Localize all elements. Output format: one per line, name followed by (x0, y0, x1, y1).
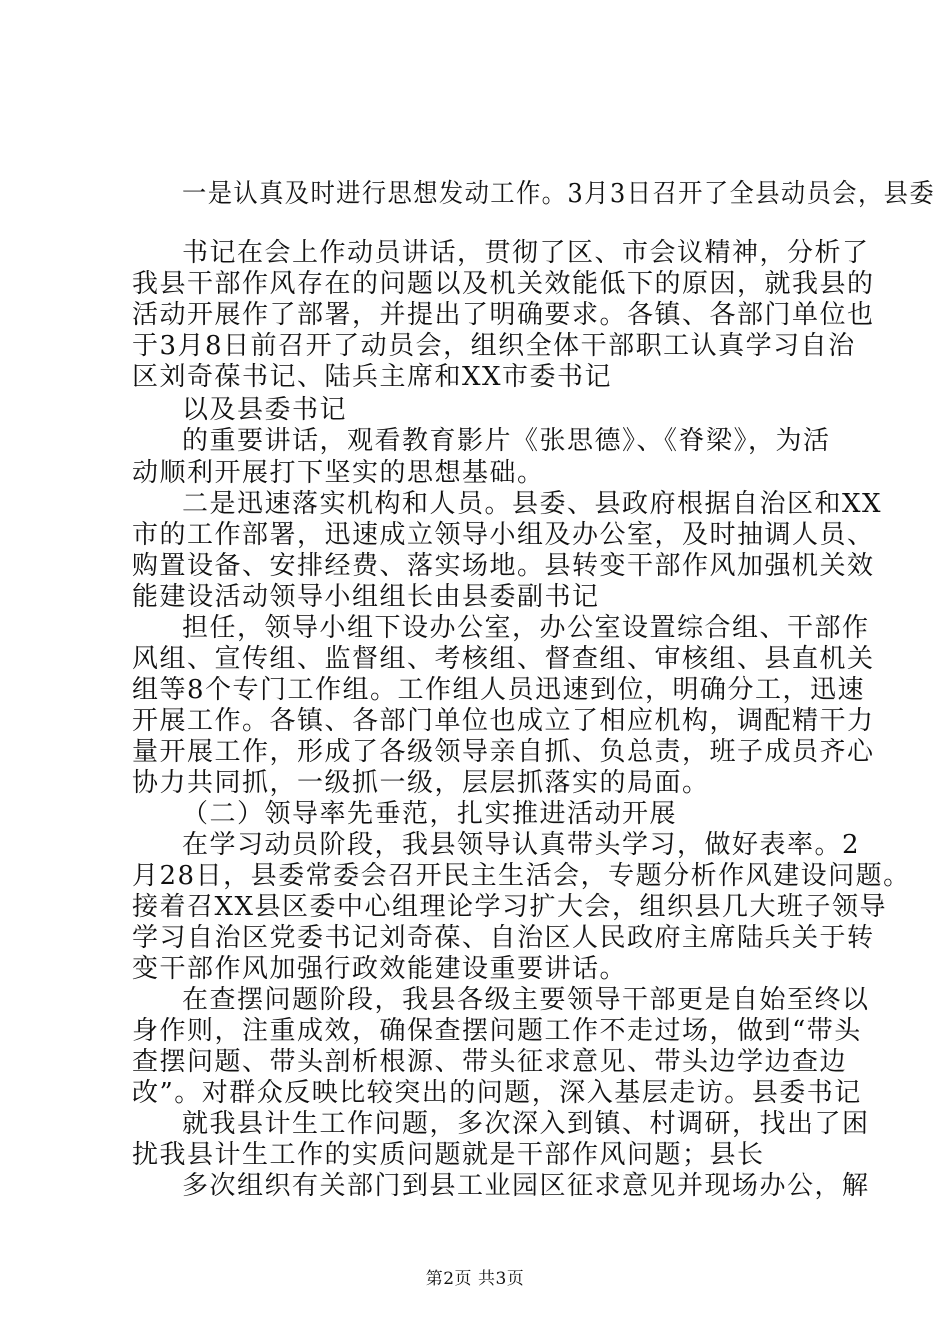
paragraph-line: 我县干部作风存在的问题以及机关效能低下的原因，就我县的 (132, 269, 875, 299)
paragraph-line: 开展工作。各镇、各部门单位也成立了相应机构，调配精干力 (132, 706, 875, 736)
paragraph-line: 以及县委书记 (182, 395, 348, 425)
paragraph-line: 学习自治区党委书记刘奇葆、自治区人民政府主席陆兵关于转 (132, 923, 875, 953)
paragraph-line: 动顺利开展打下坚实的思想基础。 (132, 458, 545, 488)
paragraph-line: 扰我县计生工作的实质问题就是干部作风问题；县长 (132, 1140, 765, 1170)
paragraph-line: 市的工作部署，迅速成立领导小组及办公室，及时抽调人员、 (132, 520, 875, 550)
paragraph-line: 接着召XX县区委中心组理论学习扩大会，组织县几大班子领导 (132, 892, 888, 922)
page-number-footer: 第2页 共3页 (425, 1269, 525, 1289)
paragraph-line: 多次组织有关部门到县工业园区征求意见并现场办公，解 (182, 1171, 870, 1201)
section-heading: （二）领导率先垂范，扎实推进活动开展 (182, 799, 678, 829)
paragraph-line: 风组、宣传组、监督组、考核组、督查组、审核组、县直机关 (132, 644, 875, 674)
paragraph-line: 的重要讲话，观看教育影片《张思德》、《脊梁》，为活 (182, 426, 831, 456)
paragraph-line: 二是迅速落实机构和人员。县委、县政府根据自治区和XX (182, 489, 883, 519)
paragraph-line: 活动开展作了部署，并提出了明确要求。各镇、各部门单位也 (132, 300, 875, 330)
paragraph-line: 改”。对群众反映比较突出的问题，深入基层走访。县委书记 (132, 1078, 862, 1108)
paragraph-line: 区刘奇葆书记、陆兵主席和XX市委书记 (132, 362, 613, 392)
paragraph-line: 变干部作风加强行政效能建设重要讲话。 (132, 954, 628, 984)
paragraph-line: 组等8个专门工作组。工作组人员迅速到位，明确分工，迅速 (132, 675, 866, 705)
paragraph-line: 在查摆问题阶段，我县各级主要领导干部更是自始至终以 (182, 985, 870, 1015)
paragraph-line: 在学习动员阶段，我县领导认真带头学习，做好表率。2 (182, 830, 861, 860)
paragraph-line: 量开展工作，形成了各级领导亲自抓、负总责，班子成员齐心 (132, 737, 875, 767)
paragraph-line: 担任，领导小组下设办公室，办公室设置综合组、干部作 (182, 613, 870, 643)
paragraph-line: 月28日，县委常委会召开民主生活会，专题分析作风建设问题。 (132, 861, 911, 891)
paragraph-line: 身作则，注重成效，确保查摆问题工作不走过场，做到“带头 (132, 1016, 862, 1046)
paragraph-line: 就我县计生工作问题，多次深入到镇、村调研，找出了困 (182, 1109, 870, 1139)
paragraph-line: 查摆问题、带头剖析根源、带头征求意见、带头边学边查边 (132, 1047, 848, 1077)
paragraph-line: 书记在会上作动员讲话，贯彻了区、市会议精神，分析了 (182, 238, 870, 268)
paragraph-line: 一是认真及时进行思想发动工作。3月3日召开了全县动员会，县委 (182, 179, 936, 209)
paragraph-line: 购置设备、安排经费、落实场地。县转变干部作风加强机关效 (132, 551, 875, 581)
paragraph-line: 于3月8日前召开了动员会，组织全体干部职工认真学习自治 (132, 331, 856, 361)
paragraph-line: 协力共同抓，一级抓一级，层层抓落实的局面。 (132, 768, 710, 798)
paragraph-line: 能建设活动领导小组组长由县委副书记 (132, 582, 600, 612)
